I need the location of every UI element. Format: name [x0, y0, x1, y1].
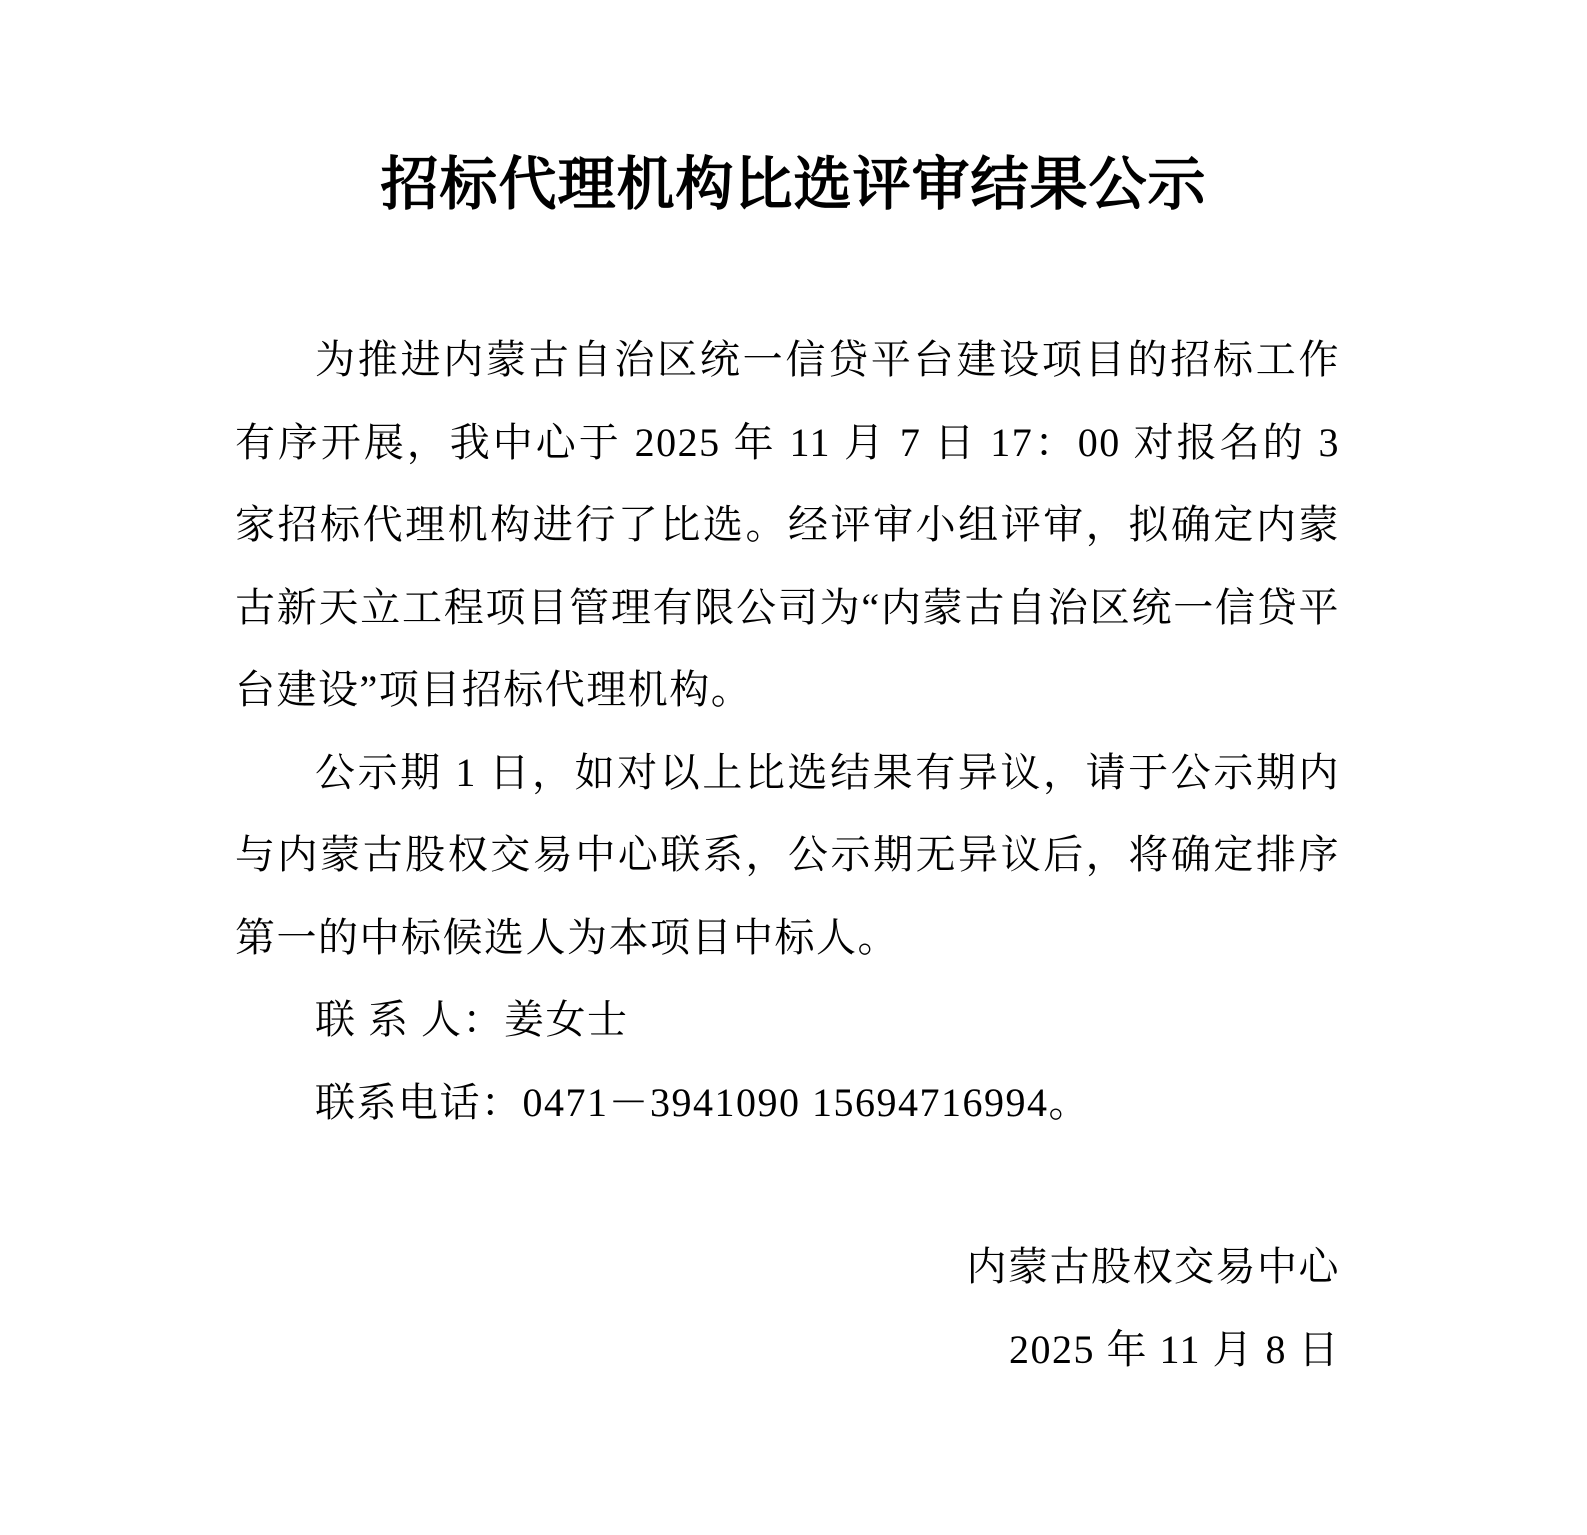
document-title: 招标代理机构比选评审结果公示 [380, 152, 1207, 217]
signature-block [235, 1226, 1340, 1391]
paragraph-review-result: 为推进内蒙古自治区统一信贷平台建设项目的招标工作有序开展，我中心于 2025 年 11 月 7 日 17：00 对报名的 3 家招标代理机构进行了比选。经评审小组评审，拟确定内蒙古新天立工程项目管理有限公司为“内蒙古自治区统一信贷平台建设”项目招标代理机构。 [235, 337, 1340, 712]
contact-person-line: 联 系 人：姜女士 [315, 997, 629, 1042]
signature-organization: 内蒙古股权交易中心 [966, 1244, 1340, 1289]
signature-date: 2025 年 11 月 8 日 [1008, 1326, 1340, 1372]
contact-phone-line: 联系电话：0471－3941090 15694716994。 [315, 1079, 1090, 1125]
paragraph-publicity-period: 公示期 1 日，如对以上比选结果有异议，请于公示期内与内蒙古股权交易中心联系，公示期无异议后，将确定排序第一的中标候选人为本项目中标人。 [235, 749, 1340, 960]
document-body [235, 319, 1340, 1391]
